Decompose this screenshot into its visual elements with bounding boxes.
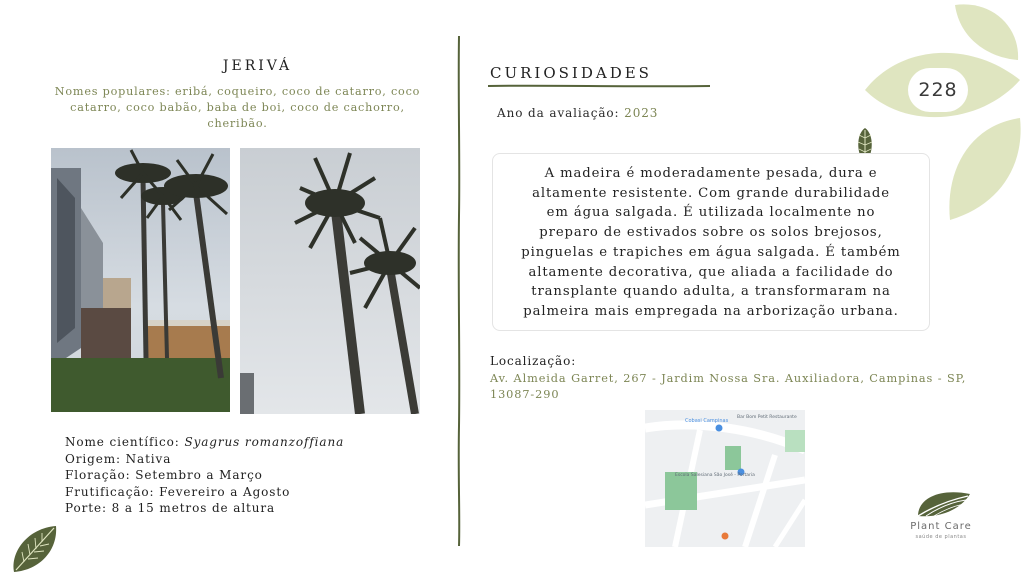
curiosities-heading: CURIOSIDADES	[490, 64, 652, 82]
curiosities-box: A madeira é moderadamente pesada, dura e altamente resistente. Com grande durabilidade em água salgada. É utilizada localmente no preparo de estivados sobre os solos brejosos, pinguelas e trapiches em água salgada. É também altamente decorativa, que aliada a facilidade do transplante quando adulta, a transformaram na palmeira mais empregada na arborização urbana.	[492, 153, 930, 331]
size-row: Porte: 8 a 15 metros de altura	[65, 501, 276, 516]
location-label: Localização:	[490, 354, 577, 368]
fruiting-row: Frutificação: Fevereiro a Agosto	[65, 484, 291, 499]
palm-photo-2	[240, 148, 420, 414]
popular-names: Nomes populares: eribá, coqueiro, coco de catarro, coco catarro, coco babão, baba de boi, coco de cachorro, cheribão.	[54, 85, 421, 130]
scientific-name-row: Nome científico: Syagrus romanzoffiana	[65, 435, 345, 449]
flowering-row: Floração: Setembro a Março	[65, 468, 263, 483]
species-facts	[65, 434, 344, 517]
map-label-cobasi: Cobasi Campinas	[685, 418, 729, 424]
heading-underline	[488, 83, 710, 89]
species-title: JERIVÁ	[222, 58, 293, 74]
evaluation-year: Ano da avaliação: 2023	[497, 106, 659, 120]
column-divider	[455, 36, 463, 546]
palm-photo-1	[51, 148, 230, 412]
brand-name: Plant Care	[910, 521, 972, 532]
origin-row: Origem: Nativa	[65, 451, 172, 466]
plant-care-logo-icon	[904, 486, 976, 520]
location-map[interactable]	[645, 410, 805, 547]
location-address: Av. Almeida Garret, 267 - Jardim Nossa Sra. Auxiliadora, Campinas - SP, 13087-290	[490, 372, 967, 401]
brand-tagline: saúde de plantas	[915, 534, 967, 540]
page-number: 228	[908, 68, 968, 112]
scientific-name: Syagrus romanzoffiana	[184, 435, 345, 449]
map-label-restaurant: Bar Bom Petit Restaurante	[737, 415, 797, 420]
map-label-school: Escola Salesiana São José - Portaria	[675, 473, 755, 478]
leaf-decoration-bottom-left	[8, 522, 60, 576]
